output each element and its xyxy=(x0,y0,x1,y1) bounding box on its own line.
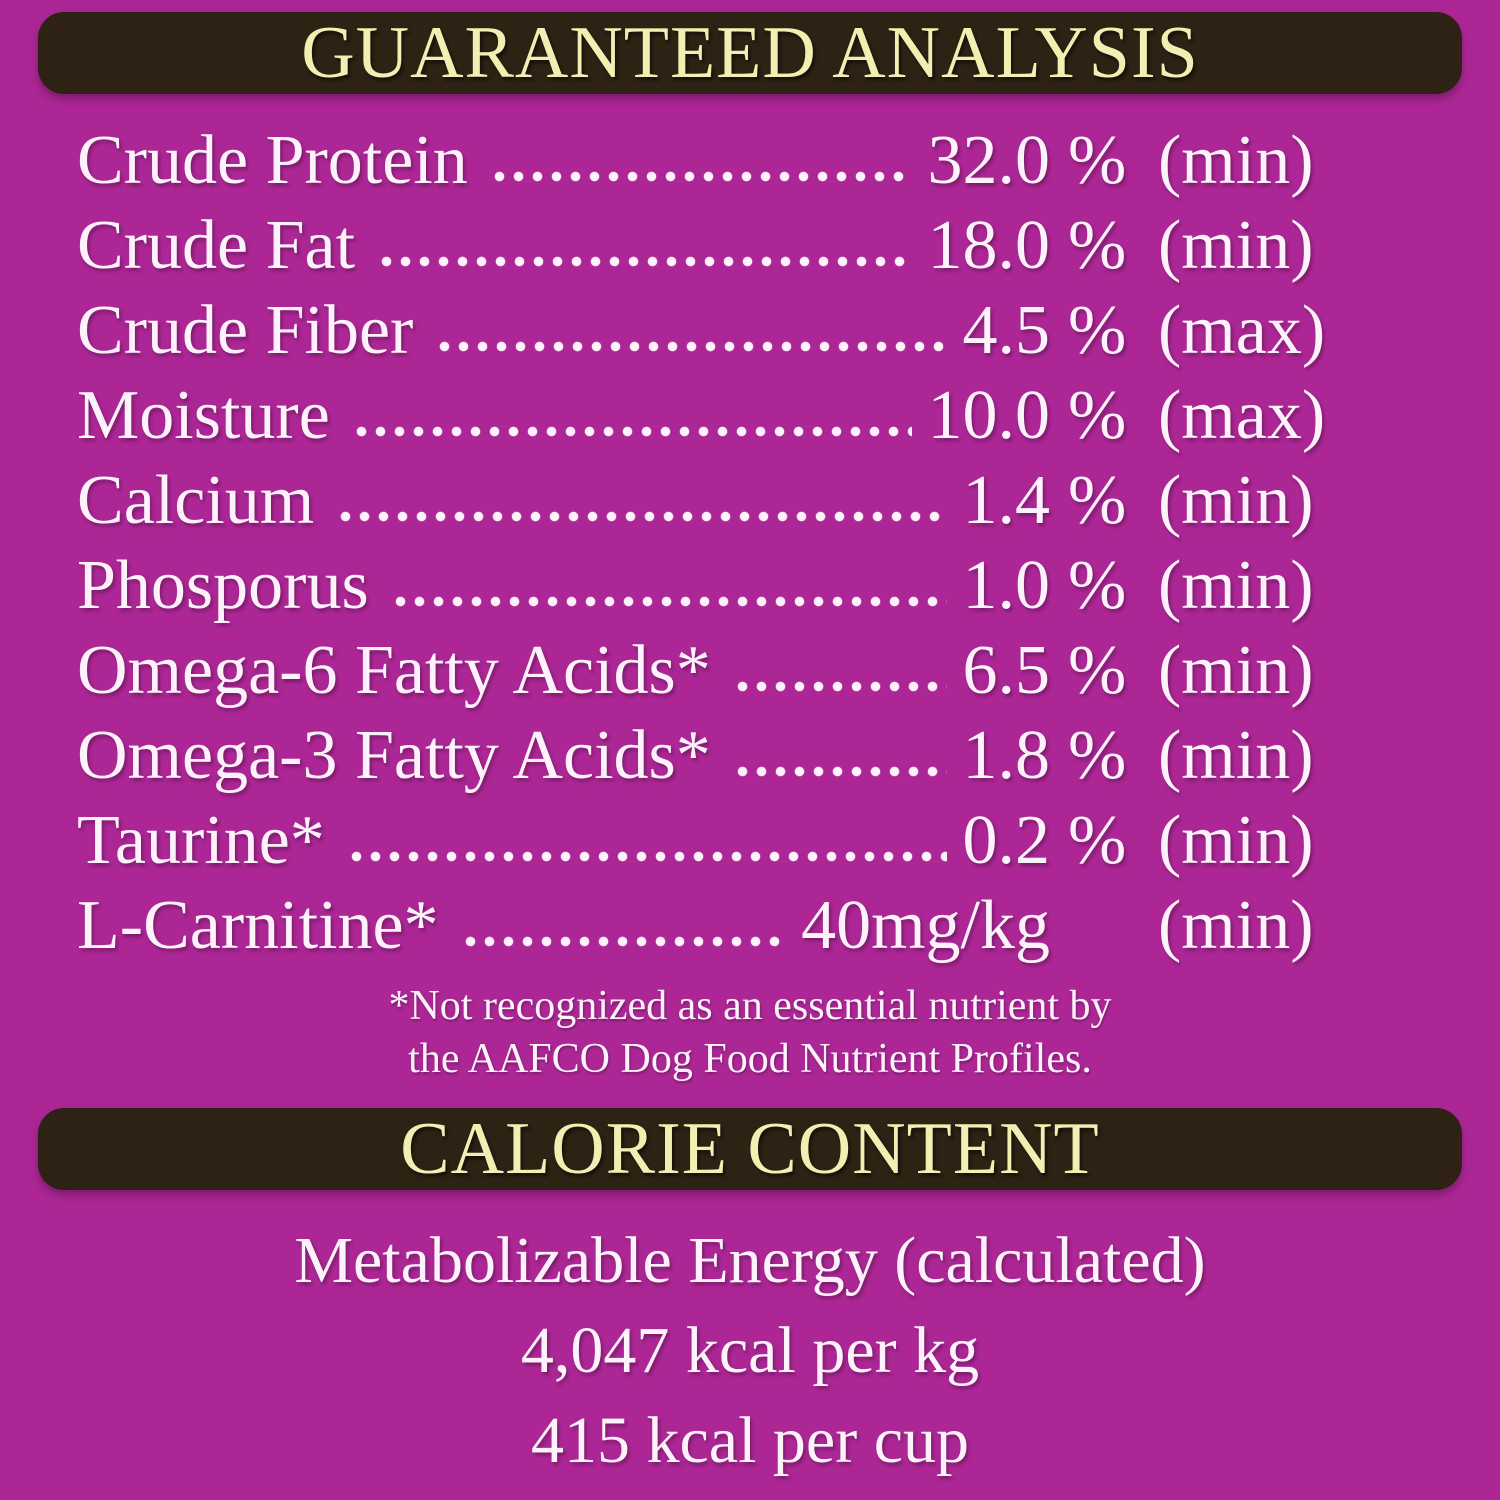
nutrient-unit: % xyxy=(1068,207,1127,284)
nutrient-qualifier: (min) xyxy=(1158,207,1314,284)
dot-leader xyxy=(347,850,947,863)
analysis-row xyxy=(77,373,1350,458)
analysis-row xyxy=(77,883,1350,968)
nutrient-mid xyxy=(413,288,1050,373)
nutrient-value: 40mg/kg xyxy=(801,887,1050,964)
calorie-content-section xyxy=(0,1108,1500,1486)
nutrient-value: 0.2 xyxy=(962,802,1050,879)
analysis-row xyxy=(77,543,1350,628)
kcal-per-kg-line: 4,047 kcal per kg xyxy=(520,1314,980,1387)
nutrient-unit: % xyxy=(1068,802,1127,879)
analysis-row xyxy=(77,628,1350,713)
nutrient-label: Calcium xyxy=(77,462,315,539)
nutrient-value: 1.4 xyxy=(962,462,1050,539)
nutrient-label: Phosporus xyxy=(77,547,369,624)
dot-leader xyxy=(391,595,947,608)
nutrient-unit: % xyxy=(1068,462,1127,539)
nutrient-mid xyxy=(355,203,1050,288)
nutrient-unit: % xyxy=(1068,292,1127,369)
nutrient-mid xyxy=(325,798,1050,883)
dot-leader xyxy=(461,935,786,948)
nutrient-mid xyxy=(711,713,1050,798)
nutrient-value: 18.0 xyxy=(927,207,1050,284)
analysis-row xyxy=(77,798,1350,883)
nutrient-mid xyxy=(711,628,1050,713)
analysis-row xyxy=(77,458,1350,543)
nutrient-qualifier: (min) xyxy=(1158,802,1314,879)
nutrient-value: 6.5 xyxy=(962,632,1050,709)
aafco-footnote xyxy=(0,980,1500,1086)
nutrient-label: Crude Fat xyxy=(77,207,356,284)
analysis-row xyxy=(77,118,1350,203)
nutrient-mid xyxy=(314,458,1050,543)
nutrient-qualifier: (min) xyxy=(1158,122,1314,199)
dot-leader xyxy=(352,425,912,438)
dot-leader xyxy=(490,170,912,183)
nutrient-value: 32.0 xyxy=(927,122,1050,199)
guaranteed-analysis-section xyxy=(0,12,1500,1086)
nutrient-qualifier: (max) xyxy=(1158,377,1326,454)
nutrient-unit: % xyxy=(1068,377,1127,454)
calorie-content-title: CALORIE CONTENT xyxy=(400,1107,1100,1190)
analysis-row xyxy=(77,713,1350,798)
nutrient-mid xyxy=(330,373,1050,458)
aafco-footnote-line1: *Not recognized as an essential nutrient by xyxy=(388,983,1112,1029)
dot-leader xyxy=(733,765,947,778)
guaranteed-analysis-title: GUARANTEED ANALYSIS xyxy=(301,11,1199,94)
nutrient-label: Moisture xyxy=(77,377,330,454)
dot-leader xyxy=(336,510,946,523)
nutrient-qualifier: (min) xyxy=(1158,887,1314,964)
nutrient-qualifier: (min) xyxy=(1158,717,1314,794)
analysis-rows xyxy=(77,118,1350,968)
nutrient-mid xyxy=(468,118,1050,203)
nutrient-unit: % xyxy=(1068,547,1127,624)
nutrient-label: Taurine* xyxy=(77,802,325,879)
nutrient-value: 1.0 xyxy=(962,547,1050,624)
calorie-lines xyxy=(0,1216,1500,1486)
metabolizable-energy-line: Metabolizable Energy (calculated) xyxy=(294,1224,1206,1297)
aafco-footnote-line2: the AAFCO Dog Food Nutrient Profiles. xyxy=(408,1036,1092,1082)
nutrient-value: 10.0 xyxy=(927,377,1050,454)
kcal-per-cup-line: 415 kcal per cup xyxy=(531,1404,969,1477)
dot-leader xyxy=(733,680,947,693)
dot-leader xyxy=(377,255,911,268)
analysis-row xyxy=(77,288,1350,373)
nutrient-unit: % xyxy=(1068,632,1127,709)
nutrient-qualifier: (max) xyxy=(1158,292,1326,369)
nutrient-label: Crude Fiber xyxy=(77,292,414,369)
nutrient-unit: % xyxy=(1068,717,1127,794)
nutrient-unit: % xyxy=(1068,122,1127,199)
calorie-content-header-bar xyxy=(38,1108,1462,1190)
nutrient-label: Omega-3 Fatty Acids* xyxy=(77,717,711,794)
dot-leader xyxy=(435,340,946,353)
nutrient-qualifier: (min) xyxy=(1158,462,1314,539)
nutrient-mid xyxy=(369,543,1050,628)
nutrient-qualifier: (min) xyxy=(1158,632,1314,709)
nutrient-mid xyxy=(439,883,1050,968)
nutrient-label: L-Carnitine* xyxy=(77,887,439,964)
nutrient-value: 1.8 xyxy=(962,717,1050,794)
guaranteed-analysis-header-bar xyxy=(38,12,1462,94)
nutrient-value: 4.5 xyxy=(962,292,1050,369)
nutrient-label: Crude Protein xyxy=(77,122,468,199)
nutrient-qualifier: (min) xyxy=(1158,547,1314,624)
analysis-row xyxy=(77,203,1350,288)
nutrient-label: Omega-6 Fatty Acids* xyxy=(77,632,711,709)
